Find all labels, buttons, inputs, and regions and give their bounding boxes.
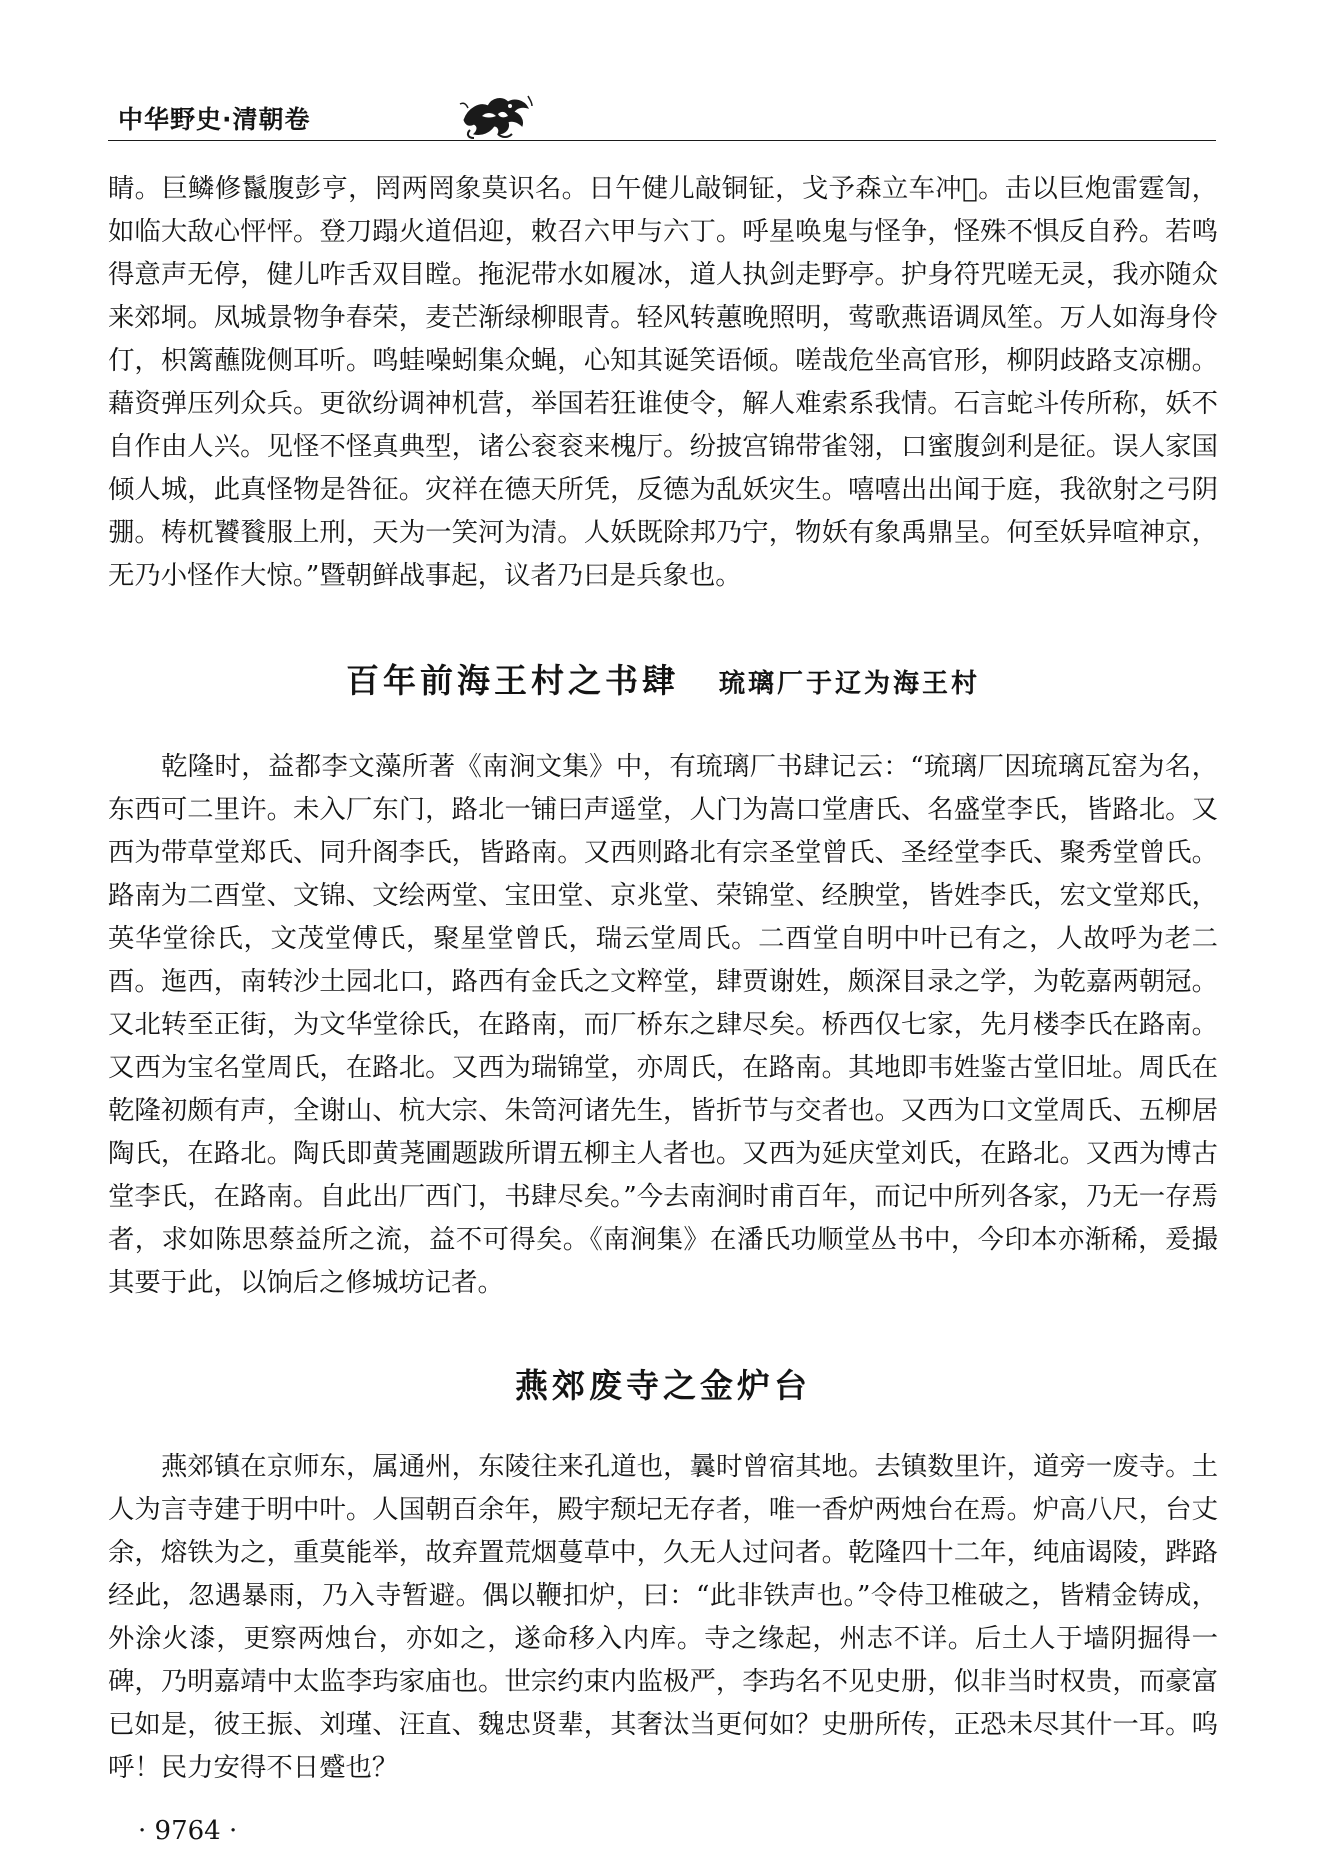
incense-burner-paragraph: 燕郊镇在京师东，属通州，东陵往来孔道也，曩时曾宿其地。去镇数里许，道旁一废寺。土人为言寺建于明中叶。人国朝百余年，殿宇颓圮无存者，唯一香炉两烛台在焉。炉高八尺，台丈余，熔铁为之，重莫能举，故弃置荒烟蔓草中，久无人过问者。乾隆四十二年，纯庙谒陵，跸路经此，忽遇暴雨，乃入寺暂避。偶以鞭扣炉，曰：“此非铁声也。”令侍卫椎破之，皆精金铸成，外涂火漆，更察两烛台，亦如之，遂命移入内库。寺之缘起，州志不详。后土人于墙阴掘得一碑，乃明嘉靖中太监李玙家庙也。世宗约束内监极严，李玙名不见史册，似非当时权贵，而豪富已如是，彼王振、刘瑾、汪直、魏忠贤辈，其奢汰当更何如？史册所传，正恐未尽其什一耳。呜呼！民力安得不日蹙也？ [108,1451,1218,1783]
bookshops-paragraph: 乾隆时，益都李文藻所著《南涧文集》中，有琉璃厂书肆记云：“琉璃厂因琉璃瓦窑为名，东西可二里许。未入厂东门，路北一铺曰声遥堂，人门为嵩口堂唐氏、名盛堂李氏，皆路北。又西为带草堂郑氏、同升阁李氏，皆路南。又西则路北有宗圣堂曾氏、圣经堂李氏、聚秀堂曾氏。路南为二酉堂、文锦、文绘两堂、宝田堂、京兆堂、荣锦堂、经腴堂，皆姓李氏，宏文堂郑氏，英华堂徐氏，文茂堂傅氏，聚星堂曾氏，瑞云堂周氏。二酉堂自明中叶已有之，人故呼为老二酉。迤西，南转沙土园北口，路西有金氏之文粹堂，肆贾谢姓，颇深目录之学，为乾嘉两朝冠。又北转至正街，为文华堂徐氏，在路南，而厂桥东之肆尽矣。桥西仅七家，先月楼李氏在路南。又西为宝名堂周氏，在路北。又西为瑞锦堂，亦周氏，在路南。其地即韦姓鉴古堂旧址。周氏在乾隆初颇有声，全谢山、杭大宗、朱笥河诸先生，皆折节与交者也。又西为口文堂周氏、五柳居陶氏，在路北。陶氏即黄荛圃题跋所谓五柳主人者也。又西为延庆堂刘氏，在路北。又西为博古堂李氏，在路南。自此出厂西门，书肆尽矣。”今去南涧时甫百年，而记中所列各家，乃无一存焉者，求如陈思蔡益所之流，益不可得矣。《南涧集》在潘氏功顺堂丛书中，今印本亦渐稀，爰撮其要于此，以饷后之修城坊记者。 [108,751,1218,1298]
running-head-title: 中华野史·清朝卷 [118,105,311,134]
section-title: 燕郊废寺之金炉台 [515,1366,811,1405]
section-heading-bookshops [108,655,1218,702]
section-subtitle: 琉璃厂于辽为海王村 [718,669,980,699]
section-title: 百年前海王村之书肆 [345,661,679,700]
header-rule [108,140,1216,141]
dragon-emblem-icon [458,90,534,140]
section-heading-incense-burner [108,1360,1218,1407]
page-number: · 9764 · [138,1816,238,1846]
poem-continuation-paragraph: 睛。巨鳞修鬣腹彭亨，罔两罔象莫识名。日午健儿敲铜钲，戈予森立车冲𫐉。击以巨炮雷霆訇，如临大敌心怦怦。登刀蹋火道侣迎，敕召六甲与六丁。呼星唤鬼与怪争，怪殊不惧反自矜。若鸣得意声无停，健儿咋舌双目瞠。拖泥带水如履冰，道人执剑走野亭。护身符咒嗟无灵，我亦随众来郊垌。凤城景物争春荣，麦芒渐绿柳眼青。轻风转蕙晚照明，莺歌燕语调凤笙。万人如海身伶仃，枳篱蘸陇侧耳听。鸣蛙噪蚓集众蝇，心知其诞笑语倾。嗟哉危坐高官形，柳阴歧路支凉棚。藉资弹压列众兵。更欲纷调神机营，举国若狂谁使令，解人难索系我情。石言蛇斗传所称，妖不自作由人兴。见怪不怪真典型，诸公衮衮来槐厅。纷披宫锦带雀翎，口蜜腹剑利是征。误人家国倾人城，此真怪物是咎征。灾祥在德天所凭，反德为乱妖灾生。嘻嘻出出闻于庭，我欲射之弓阴弸。梼杌饕餮服上刑，天为一笑河为清。人妖既除邦乃宁，物妖有象禹鼎呈。何至妖异喧神京，无乃小怪作大惊。”暨朝鲜战事起，议者乃曰是兵象也。 [108,173,1218,591]
